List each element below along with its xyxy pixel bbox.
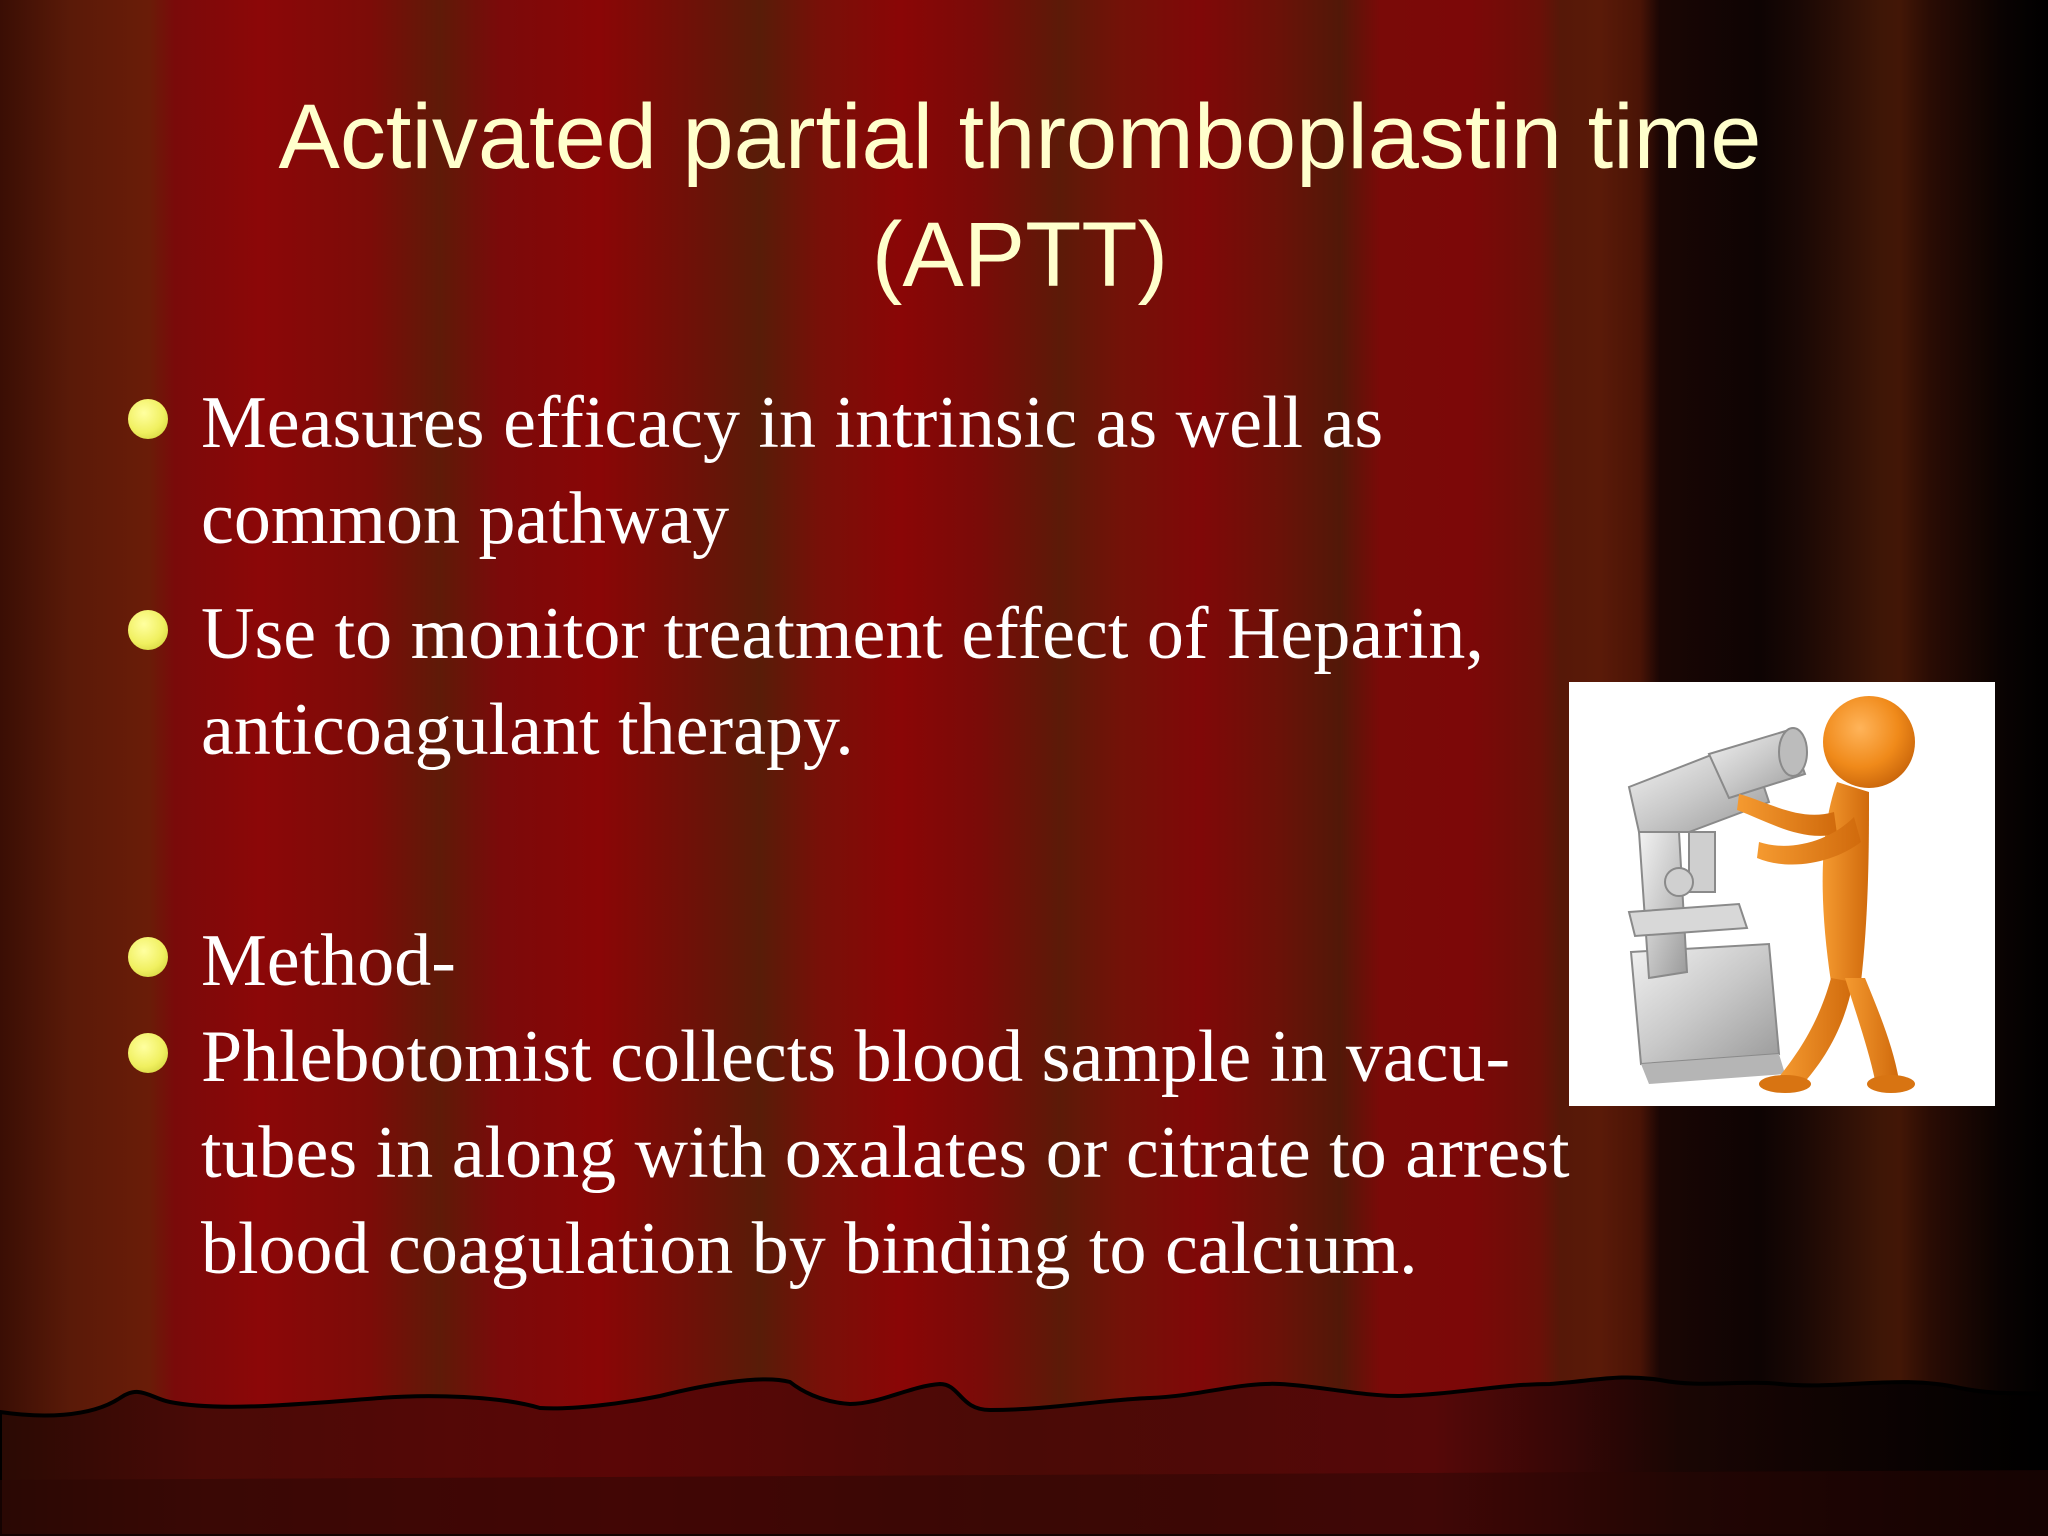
bullet-list [120,375,1600,1297]
bullet-dot-icon [128,610,168,650]
bullet-dot-icon [128,399,168,439]
bullet-text: Measures efficacy in intrinsic as well as common pathway [201,382,1384,560]
list-item [120,1009,1600,1297]
bullet-text: Use to monitor treatment effect of Heparin, anticoagulant therapy. [201,593,1484,771]
slide-title: Activated partial thromboplastin time (APTT) [278,86,1762,306]
bullet-text: Phlebotomist collects blood sample in vacu-tubes in along with oxalates or citrate to arrest blood coagulation by binding to calcium. [201,1016,1570,1290]
list-item [120,913,1600,1009]
list-item [120,586,1600,778]
bullet-dot-icon [128,1033,168,1073]
microscope-figure-icon [1569,682,1995,1106]
bullet-text: Method- [201,920,456,1002]
list-item [120,375,1600,567]
bullet-dot-icon [128,937,168,977]
